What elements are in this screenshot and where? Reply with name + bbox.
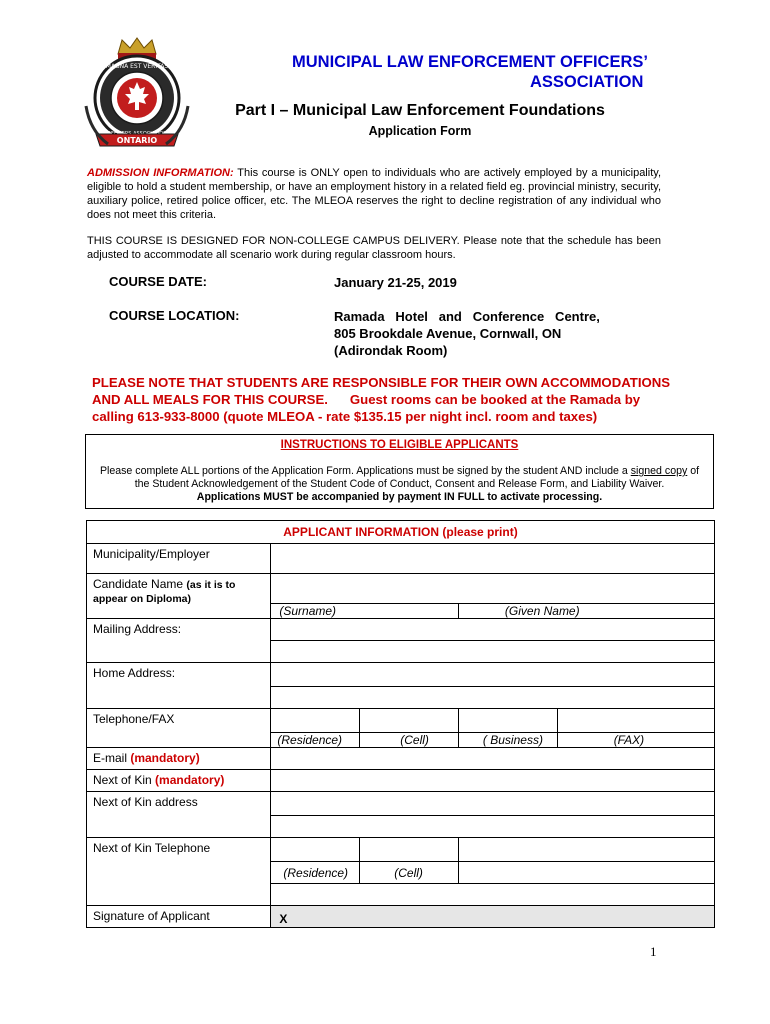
business-phone-field[interactable] xyxy=(458,709,557,733)
signature-field[interactable] xyxy=(271,906,715,928)
instructions-heading: INSTRUCTIONS TO ELIGIBLE APPLICANTS xyxy=(280,439,519,451)
residence-caption: (Residence) xyxy=(271,733,360,748)
fax-field[interactable] xyxy=(557,709,714,733)
candidate-name-field[interactable] xyxy=(271,574,715,604)
form-subtitle: Application Form xyxy=(368,124,472,138)
applicant-information-table xyxy=(86,520,715,928)
email-label: E-mail (mandatory) xyxy=(87,748,271,770)
mailing-address-label: Mailing Address: xyxy=(87,619,271,663)
signature-x-mark: X xyxy=(279,912,288,926)
kin-cell-caption: (Cell) xyxy=(360,862,459,884)
course-title: Part I – Municipal Law Enforcement Foundations xyxy=(235,102,605,119)
home-address-label: Home Address: xyxy=(87,663,271,709)
svg-text:MAGNA EST VERITAS: MAGNA EST VERITAS xyxy=(105,63,169,70)
admission-information xyxy=(87,166,661,222)
instructions-box xyxy=(85,434,714,509)
organization-title-line2: ASSOCIATION xyxy=(530,73,644,91)
organization-title: MUNICIPAL LAW ENFORCEMENT OFFICERS’ ASSOCIATION xyxy=(200,52,740,92)
svg-text:ONTARIO: ONTARIO xyxy=(116,136,158,145)
mailing-address-field-1[interactable] xyxy=(271,619,715,641)
next-of-kin-telephone-label: Next of Kin Telephone xyxy=(87,838,271,906)
email-field[interactable] xyxy=(271,748,715,770)
home-address-field-2[interactable] xyxy=(271,687,715,709)
kin-caption-blank xyxy=(458,862,714,884)
home-address-field-1[interactable] xyxy=(271,663,715,687)
kin-phone-blank xyxy=(458,838,714,862)
business-caption: ( Business) xyxy=(458,733,557,748)
admission-label: ADMISSION INFORMATION: xyxy=(87,167,234,179)
delivery-note: THIS COURSE IS DESIGNED FOR NON-COLLEGE CAMPUS DELIVERY. Please note that the schedule has been adjusted to accommodate all scenario work during regular classroom hours. xyxy=(87,235,661,261)
course-location-value: Ramada Hotel and Conference Centre, 805 Brookdale Avenue, Cornwall, ON (Adirondak Room) xyxy=(334,309,600,358)
course-date-label: COURSE DATE: xyxy=(109,274,207,289)
kin-residence-phone-field[interactable] xyxy=(271,838,360,862)
given-name-caption: (Given Name) xyxy=(458,604,714,619)
next-of-kin-address-field-2[interactable] xyxy=(271,816,715,838)
municipality-field[interactable] xyxy=(271,544,715,574)
next-of-kin-address-label: Next of Kin address xyxy=(87,792,271,838)
cell-phone-field[interactable] xyxy=(360,709,459,733)
telephone-fax-label: Telephone/FAX xyxy=(87,709,271,748)
course-location-label: COURSE LOCATION: xyxy=(109,308,240,323)
cell-caption: (Cell) xyxy=(360,733,459,748)
accommodation-notice: PLEASE NOTE THAT STUDENTS ARE RESPONSIBLE FOR THEIR OWN ACCOMMODATIONS AND ALL MEALS FOR THIS COURSE. Guest rooms can be booked at the Ramada by calling 613-933-8000 (quote MLEOA - rate $135.15 per night incl. room and taxes) xyxy=(92,375,671,424)
applicant-information-heading: APPLICANT INFORMATION (please print) xyxy=(87,521,715,544)
course-date-value: January 21-25, 2019 xyxy=(334,275,457,290)
admission-text: This course is ONLY open to individuals who are actively employed by a municipality, eligible to hold a student membership, or have an employment history in a related field eg. provincial ministry, security, auxiliary police, retired police officer, etc. The MLEOA reserves the right to decline registration of any individual who does not meet this criteria. xyxy=(87,167,661,221)
next-of-kin-field[interactable] xyxy=(271,770,715,792)
mailing-address-field-2[interactable] xyxy=(271,641,715,663)
fax-caption: (FAX) xyxy=(557,733,714,748)
residence-phone-field[interactable] xyxy=(271,709,360,733)
municipality-label: Municipality/Employer xyxy=(87,544,271,574)
surname-caption: (Surname) xyxy=(271,604,459,619)
signature-label: Signature of Applicant xyxy=(87,906,271,928)
kin-extra-row xyxy=(271,884,715,906)
kin-cell-phone-field[interactable] xyxy=(360,838,459,862)
candidate-name-label: Candidate Name (as it is to appear on Diploma) xyxy=(87,574,271,619)
instructions-text: Please complete ALL portions of the Application Form. Applications must be signed by the student AND include a signed copy of the Student Acknowledgement of the Student Code of Conduct, Consent and Release Form, and Liability Waiver. Applications MUST be accompanied by payment IN FULL to activate processing. xyxy=(99,465,700,503)
page-number: 1 xyxy=(650,944,657,959)
next-of-kin-address-field-1[interactable] xyxy=(271,792,715,816)
kin-residence-caption: (Residence) xyxy=(271,862,360,884)
next-of-kin-label: Next of Kin (mandatory) xyxy=(87,770,271,792)
